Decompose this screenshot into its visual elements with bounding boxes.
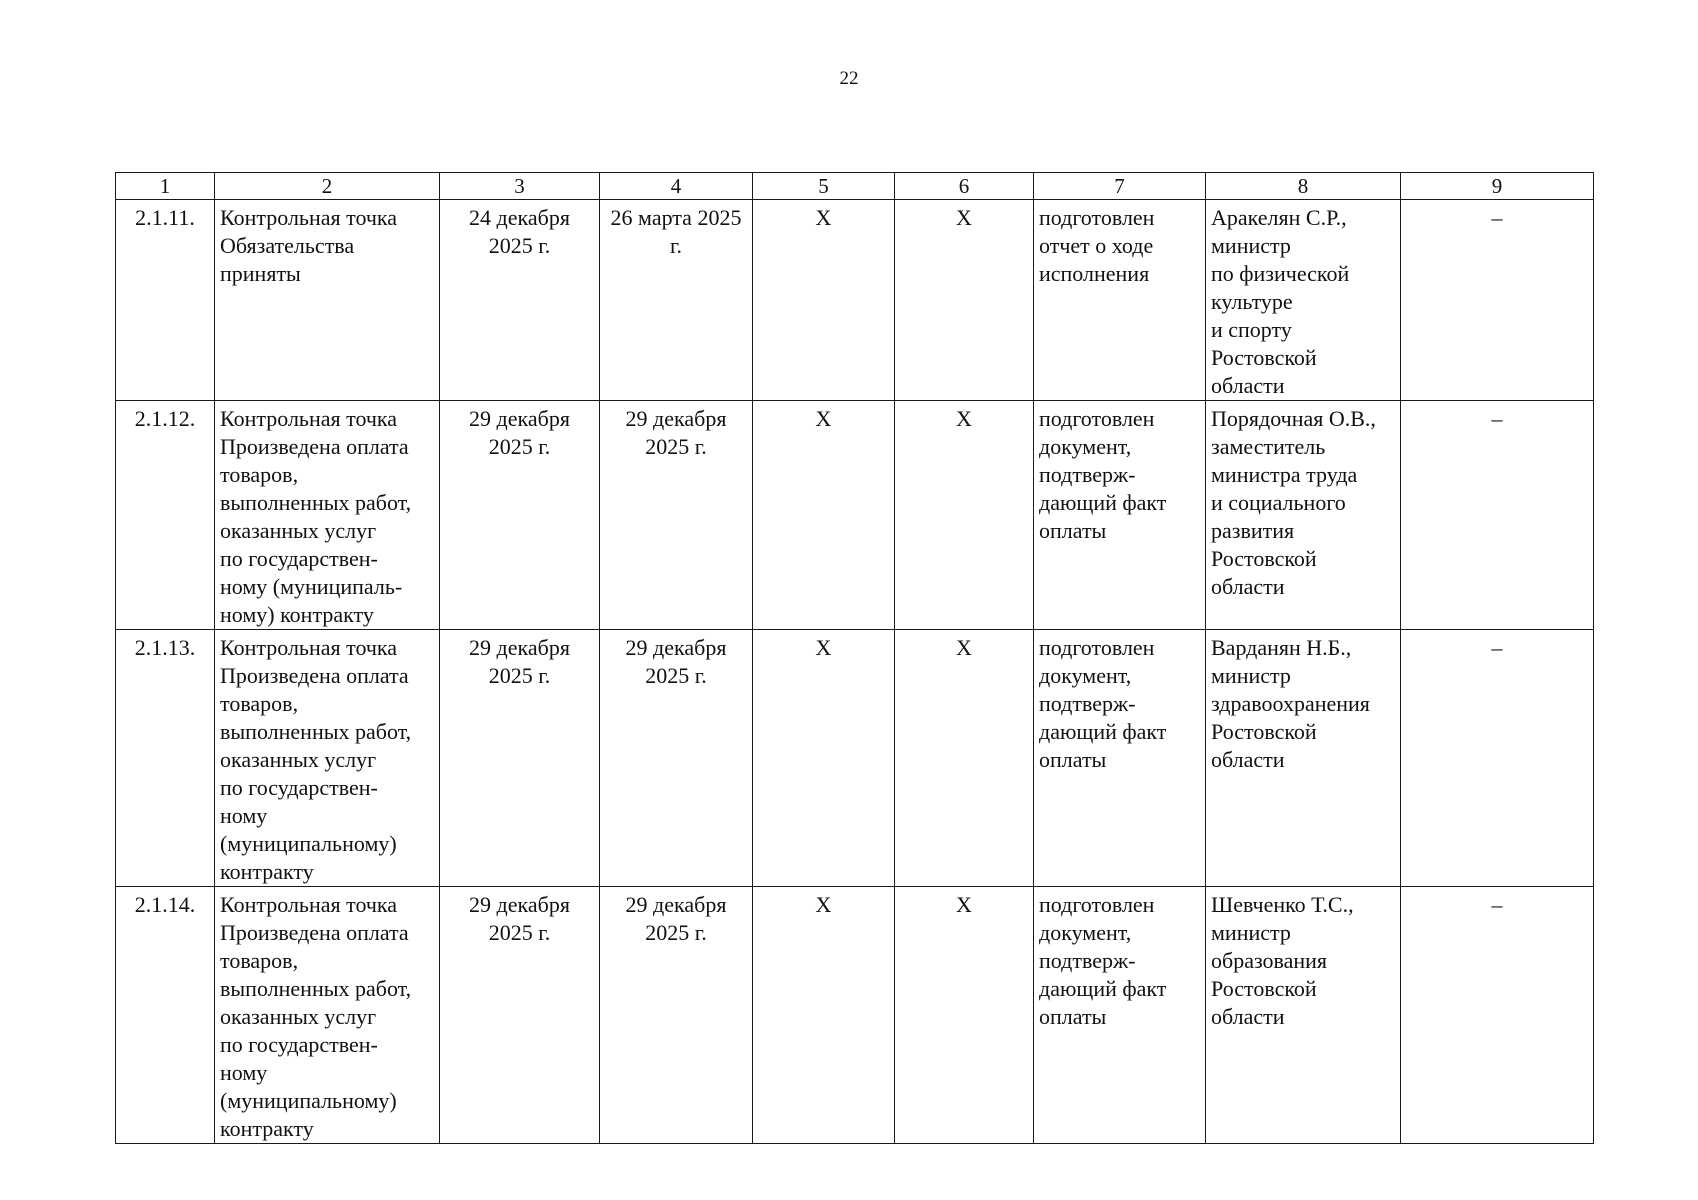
control-points-table <box>115 172 1594 1144</box>
col6-value: Х <box>956 205 972 230</box>
col5-cell <box>753 200 895 401</box>
table-row <box>116 887 1594 1144</box>
responsible-cell <box>1206 200 1401 401</box>
name-cell <box>215 887 440 1144</box>
start-date: 29 декабря 2025 г. <box>469 406 570 459</box>
start-date: 29 декабря 2025 г. <box>469 892 570 945</box>
row-number: 2.1.12. <box>134 406 196 431</box>
result-cell <box>1034 200 1206 401</box>
start-date-cell <box>440 200 600 401</box>
col5-cell <box>753 630 895 887</box>
column-number: 2 <box>215 173 440 200</box>
start-date: 29 декабря 2025 г. <box>469 635 570 688</box>
start-date-cell <box>440 630 600 887</box>
name-cell <box>215 401 440 630</box>
row-number: 2.1.13. <box>134 635 196 660</box>
control-point-name: Контрольная точка Произведена оплата товаров, выполненных работ, оказанных услуг по государствен- ному (муниципаль- ному) контракту <box>220 406 412 627</box>
column-number: 7 <box>1034 173 1206 200</box>
responsible-text: Варданян Н.Б., министр здравоохранения Ростовской области <box>1211 635 1370 772</box>
name-cell <box>215 200 440 401</box>
column-number: 6 <box>895 173 1034 200</box>
row-number-cell <box>116 401 215 630</box>
control-point-name: Контрольная точка Обязательства приняты <box>220 205 398 286</box>
col5-cell <box>753 887 895 1144</box>
col6-cell <box>895 887 1034 1144</box>
row-number-cell <box>116 630 215 887</box>
row-number: 2.1.11. <box>135 205 195 230</box>
responsible-text: Аракелян С.Р., министр по физической культуре и спорту Ростовской области <box>1211 205 1350 398</box>
col5-value: Х <box>815 635 832 660</box>
result-text: подготовлен документ, подтверж- дающий факт оплаты <box>1039 635 1167 772</box>
col6-value: Х <box>956 406 972 431</box>
col5-cell <box>753 401 895 630</box>
end-date: 29 декабря 2025 г. <box>625 892 727 945</box>
responsible-cell <box>1206 630 1401 887</box>
col5-value: Х <box>815 205 832 230</box>
col6-value: Х <box>956 892 972 917</box>
column-number-row <box>116 173 1594 200</box>
table-row <box>116 630 1594 887</box>
col9-value: – <box>1491 892 1503 917</box>
page-number: 22 <box>839 68 859 89</box>
control-point-name: Контрольная точка Произведена оплата товаров, выполненных работ, оказанных услуг по государствен- ному (муниципальному) контракту <box>220 892 412 1141</box>
row-number: 2.1.14. <box>134 892 196 917</box>
end-date-cell <box>600 401 753 630</box>
control-point-name: Контрольная точка Произведена оплата товаров, выполненных работ, оказанных услуг по государствен- ному (муниципальному) контракту <box>220 635 412 884</box>
end-date: 29 декабря 2025 г. <box>625 406 727 459</box>
responsible-text: Порядочная О.В., заместитель министра труда и социального развития Ростовской области <box>1211 406 1376 599</box>
table-row <box>116 200 1594 401</box>
column-number: 4 <box>600 173 753 200</box>
col5-value: Х <box>815 892 832 917</box>
name-cell <box>215 630 440 887</box>
start-date-cell <box>440 887 600 1144</box>
result-cell <box>1034 887 1206 1144</box>
end-date: 29 декабря 2025 г. <box>625 635 727 688</box>
col6-value: Х <box>956 635 972 660</box>
col9-value: – <box>1491 635 1503 660</box>
table-row <box>116 401 1594 630</box>
col6-cell <box>895 401 1034 630</box>
start-date: 24 декабря 2025 г. <box>469 205 570 258</box>
col9-cell <box>1401 887 1594 1144</box>
end-date-cell <box>600 887 753 1144</box>
column-number: 1 <box>116 173 215 200</box>
col9-cell <box>1401 630 1594 887</box>
end-date-cell <box>600 200 753 401</box>
col9-cell <box>1401 200 1594 401</box>
responsible-cell <box>1206 401 1401 630</box>
result-text: подготовлен отчет о ходе исполнения <box>1039 205 1155 286</box>
result-cell <box>1034 630 1206 887</box>
col6-cell <box>895 630 1034 887</box>
responsible-cell <box>1206 887 1401 1144</box>
col9-value: – <box>1491 406 1503 431</box>
responsible-text: Шевченко Т.С., министр образования Ростовской области <box>1211 892 1354 1029</box>
end-date: 26 марта 2025 г. <box>610 205 742 258</box>
column-number: 8 <box>1206 173 1401 200</box>
column-number: 9 <box>1401 173 1594 200</box>
column-number: 3 <box>440 173 600 200</box>
row-number-cell <box>116 887 215 1144</box>
row-number-cell <box>116 200 215 401</box>
col5-value: Х <box>815 406 832 431</box>
end-date-cell <box>600 630 753 887</box>
col9-value: – <box>1491 205 1503 230</box>
col9-cell <box>1401 401 1594 630</box>
result-cell <box>1034 401 1206 630</box>
result-text: подготовлен документ, подтверж- дающий факт оплаты <box>1039 892 1167 1029</box>
start-date-cell <box>440 401 600 630</box>
result-text: подготовлен документ, подтверж- дающий факт оплаты <box>1039 406 1167 543</box>
col6-cell <box>895 200 1034 401</box>
column-number: 5 <box>753 173 895 200</box>
